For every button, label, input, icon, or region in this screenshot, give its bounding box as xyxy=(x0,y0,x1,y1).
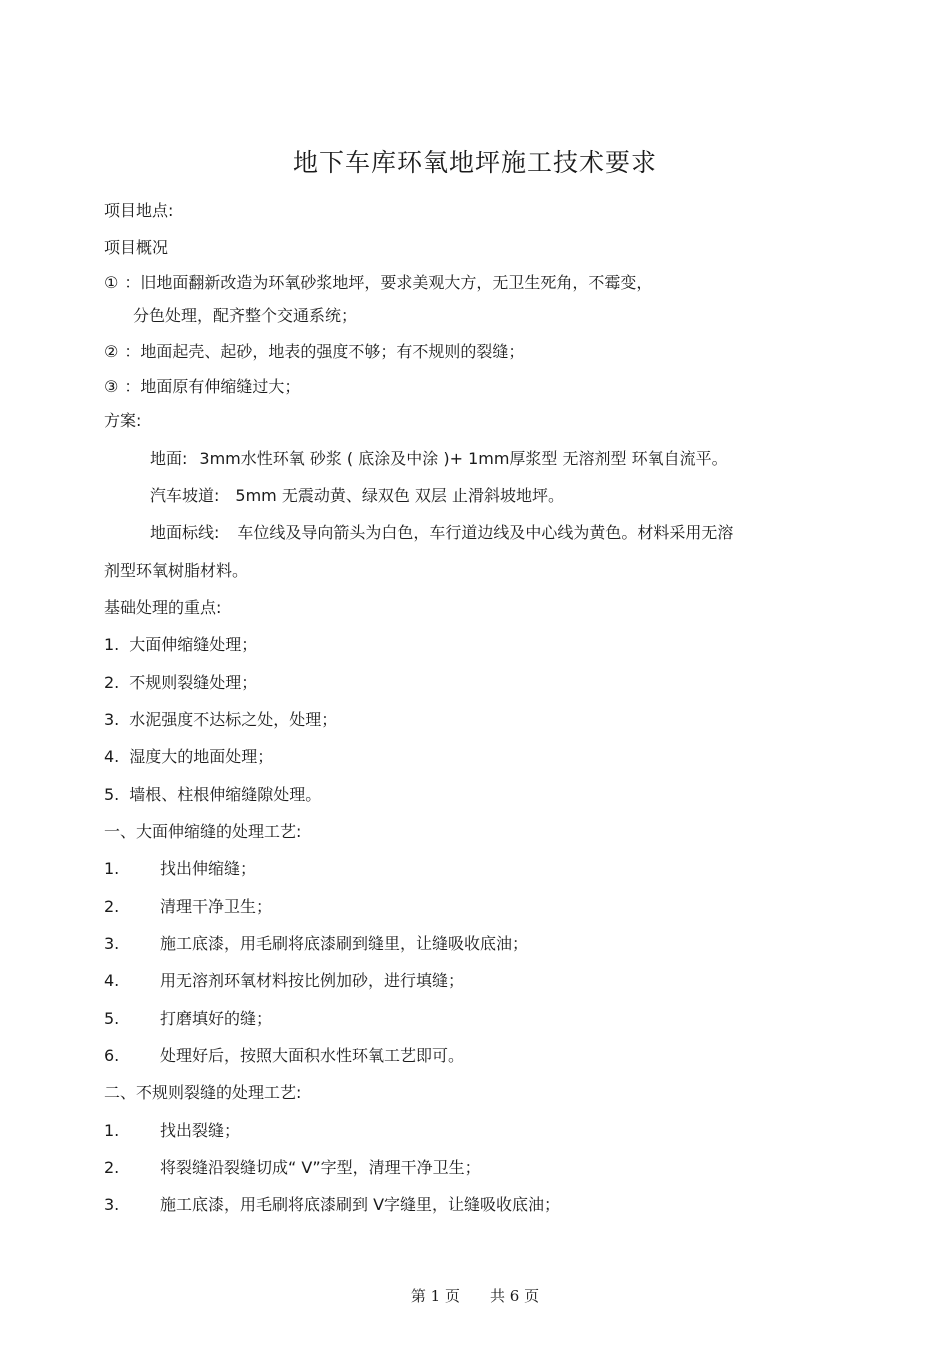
plan-ramp xyxy=(150,485,564,507)
overview-item-1 xyxy=(104,272,652,294)
section2-title: 二、不规则裂缝的处理工艺: xyxy=(104,1083,302,1102)
section2-item xyxy=(104,1194,561,1216)
item-number: 4. xyxy=(104,747,120,766)
item-text: 将裂缝沿裂缝切成“ V”字型，清理干净卫生； xyxy=(160,1158,481,1177)
item-text: 水泥强度不达标之处，处理； xyxy=(129,710,338,729)
plan-ramp-label: 汽车坡道: xyxy=(150,486,220,505)
item-text: 用无溶剂环氧材料按比例加砂，进行填缝； xyxy=(160,971,465,990)
item-number: 3. xyxy=(104,710,120,729)
circled-marker: ② xyxy=(104,342,119,361)
overview-text: ：地面起壳、起砂，地表的强度不够；有不规则的裂缝； xyxy=(124,342,525,361)
section1-item xyxy=(104,1045,465,1067)
item-number: 1. xyxy=(104,859,120,878)
plan-label: 方案: xyxy=(104,411,142,430)
section2-item xyxy=(104,1157,481,1179)
document-title: 地下车库环氧地坪施工技术要求 xyxy=(292,148,657,177)
page-footer xyxy=(0,1285,950,1306)
item-number: 5. xyxy=(104,785,120,804)
plan-floor-label: 地面: xyxy=(150,449,188,468)
base-item xyxy=(104,784,321,806)
plan-floor-text: 3mm水性环氧 砂浆 ( 底涂及中涂 )+ 1mm厚浆型 无溶剂型 环氧自流平。 xyxy=(199,449,728,468)
circled-marker: ③ xyxy=(104,377,119,396)
item-number: 1. xyxy=(104,1121,120,1140)
location-label: 项目地点: xyxy=(104,201,174,220)
item-text: 墙根、柱根伸缩缝隙处理。 xyxy=(129,785,322,804)
overview-label: 项目概况 xyxy=(104,238,169,257)
item-text: 湿度大的地面处理； xyxy=(129,747,274,766)
overview-item-1-cont: 分色处理，配齐整个交通系统； xyxy=(133,306,358,325)
base-item xyxy=(104,746,273,768)
base-item xyxy=(104,634,257,656)
base-label: 基础处理的重点: xyxy=(104,598,222,617)
item-text: 施工底漆，用毛刷将底漆刷到 V字缝里，让缝吸收底油； xyxy=(160,1195,561,1214)
item-text: 打磨填好的缝； xyxy=(160,1009,273,1028)
section2-item xyxy=(104,1120,241,1142)
circled-marker: ① xyxy=(104,273,119,292)
base-item xyxy=(104,709,337,731)
plan-marking xyxy=(150,522,733,544)
section1-item xyxy=(104,1008,273,1030)
item-text: 不规则裂缝处理； xyxy=(129,673,258,692)
item-text: 施工底漆，用毛刷将底漆刷到缝里，让缝吸收底油； xyxy=(160,934,529,953)
item-text: 找出伸缩缝； xyxy=(160,859,257,878)
section1-item xyxy=(104,933,529,955)
item-number: 2. xyxy=(104,1158,120,1177)
item-number: 3. xyxy=(104,1195,120,1214)
item-number: 2. xyxy=(104,673,120,692)
plan-floor xyxy=(150,448,728,470)
item-text: 大面伸缩缝处理； xyxy=(129,635,258,654)
item-text: 清理干净卫生； xyxy=(160,897,273,916)
overview-item-2 xyxy=(104,341,524,363)
overview-text: ：旧地面翻新改造为环氧砂浆地坪，要求美观大方，无卫生死角，不霉变， xyxy=(124,273,653,292)
item-number: 1. xyxy=(104,635,120,654)
base-item xyxy=(104,672,257,694)
item-text: 处理好后，按照大面积水性环氧工艺即可。 xyxy=(160,1046,465,1065)
section1-item xyxy=(104,896,273,918)
page-number: 第 1 页 xyxy=(410,1287,460,1305)
item-text: 找出裂缝； xyxy=(160,1121,241,1140)
plan-marking-label: 地面标线: xyxy=(150,523,220,542)
overview-text: ：地面原有伸缩缝过大； xyxy=(124,377,301,396)
plan-marking-text: 车位线及导向箭头为白色，车行道边线及中心线为黄色。材料采用无溶 xyxy=(237,523,734,542)
item-number: 2. xyxy=(104,897,120,916)
item-number: 5. xyxy=(104,1009,120,1028)
plan-ramp-text: 5mm 无震动黄、绿双色 双层 止滑斜坡地坪。 xyxy=(235,486,565,505)
item-number: 3. xyxy=(104,934,120,953)
overview-item-3 xyxy=(104,376,300,398)
section1-title: 一、大面伸缩缝的处理工艺: xyxy=(104,822,302,841)
plan-marking-cont: 剂型环氧树脂材料。 xyxy=(104,561,249,580)
section1-item xyxy=(104,970,465,992)
item-number: 4. xyxy=(104,971,120,990)
page-total: 共 6 页 xyxy=(490,1287,540,1305)
item-number: 6. xyxy=(104,1046,120,1065)
section1-item xyxy=(104,858,257,880)
